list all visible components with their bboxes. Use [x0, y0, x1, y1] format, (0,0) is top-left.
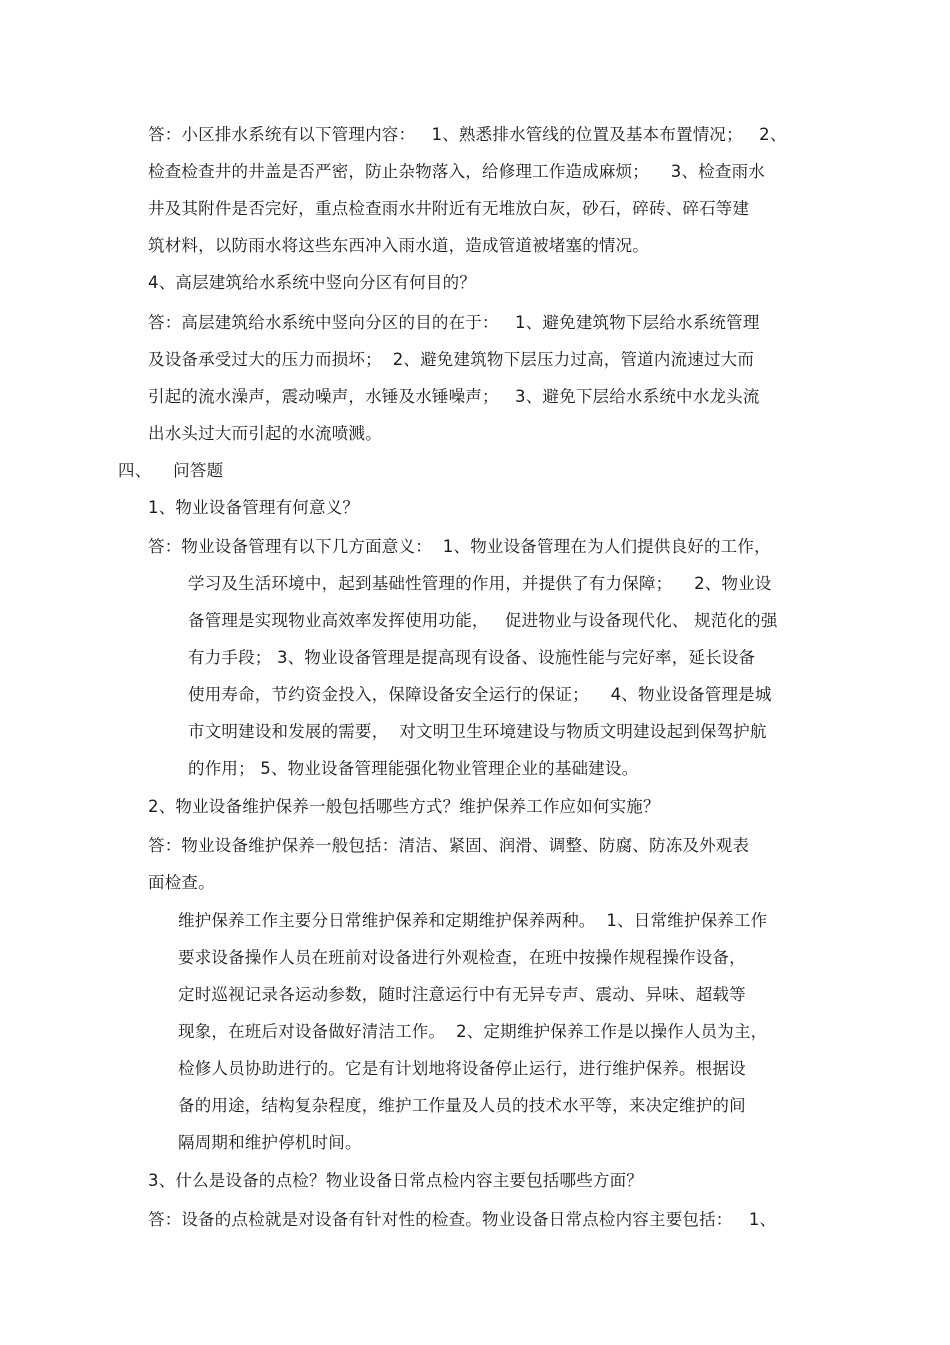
essay-answer-1-line-1: 答：物业设备管理有以下几方面意义： 1、物业设备管理在为人们提供良好的工作，	[148, 537, 771, 556]
essay-answer-2-line-3: 维护保养工作主要分日常维护保养和定期维护保养两种。 1、日常维护保养工作	[178, 911, 768, 930]
essay-answer-2-line-7: 检修人员协助进行的。它是有计划地将设备停止运行，进行维护保养。根据设	[178, 1059, 746, 1078]
answer-4-line-3: 引起的流水澡声，震动噪声，水锤及水锤噪声； 3、避免下层给水系统中水龙头流	[148, 387, 760, 406]
section-heading-4: 四、 问答题	[118, 461, 224, 480]
answer-3-line-4: 筑材料，以防雨水将这些东西冲入雨水道，造成管道被堵塞的情况。	[148, 236, 649, 255]
essay-answer-2-line-2: 面检查。	[148, 873, 215, 892]
answer-3-line-1: 答：小区排水系统有以下管理内容： 1、熟悉排水管线的位置及基本布置情况； 2、	[148, 125, 787, 144]
essay-answer-2-line-6: 现象，在班后对设备做好清洁工作。 2、定期维护保养工作是以操作人员为主，	[178, 1022, 768, 1041]
answer-4-line-4: 出水头过大而引起的水流喷溅。	[148, 424, 382, 443]
essay-answer-1-line-5: 使用寿命，节约资金投入，保障设备安全运行的保证； 4、物业设备管理是城	[188, 685, 772, 704]
essay-answer-1-line-7: 的作用； 5、物业设备管理能强化物业管理企业的基础建设。	[188, 759, 639, 778]
answer-4-line-2: 及设备承受过大的压力而损坏； 2、避免建筑物下层压力过高，管道内流速过大而	[148, 350, 755, 369]
answer-3-line-3: 井及其附件是否完好，重点检查雨水井附近有无堆放白灰，砂石，碎砖、碎石等建	[148, 199, 750, 218]
essay-answer-2-line-1: 答：物业设备维护保养一般包括：清洁、紧固、润滑、调整、防腐、防冻及外观表	[148, 836, 750, 855]
essay-answer-2-line-4: 要求设备操作人员在班前对设备进行外观检查，在班中按操作规程操作设备，	[178, 948, 746, 967]
essay-answer-2-line-8: 备的用途，结构复杂程度，维护工作量及人员的技术水平等，来决定维护的间	[178, 1096, 746, 1115]
essay-question-2: 2、物业设备维护保养一般包括哪些方式？维护保养工作应如何实施？	[148, 797, 660, 816]
essay-question-3: 3、什么是设备的点检？物业设备日常点检内容主要包括哪些方面？	[148, 1171, 643, 1190]
essay-answer-3-line-1: 答：设备的点检就是对设备有针对性的检查。物业设备日常点检内容主要包括： 1、	[148, 1210, 777, 1229]
essay-answer-1-line-4: 有力手段； 3、物业设备管理是提高现有设备、设施性能与完好率，延长设备	[188, 648, 756, 667]
essay-answer-1-line-2: 学习及生活环境中，起到基础性管理的作用，并提供了有力保障； 2、物业设	[188, 574, 772, 593]
essay-answer-2-line-5: 定时巡视记录各运动参数，随时注意运行中有无异专声、震动、异味、超载等	[178, 985, 746, 1004]
question-4: 4、高层建筑给水系统中竖向分区有何目的？	[148, 273, 476, 292]
answer-3-line-2: 检查检查井的井盖是否严密，防止杂物落入，给修理工作造成麻烦； 3、检查雨水	[148, 162, 765, 181]
essay-answer-1-line-6: 市文明建设和发展的需要， 对文明卫生环境建设与物质文明建设起到保驾护航	[188, 722, 767, 741]
essay-question-1: 1、物业设备管理有何意义？	[148, 498, 360, 517]
essay-answer-2-line-9: 隔周期和维护停机时间。	[178, 1133, 362, 1152]
answer-4-line-1: 答：高层建筑给水系统中竖向分区的目的在于： 1、避免建筑物下层给水系统管理	[148, 313, 760, 332]
essay-answer-1-line-3: 备管理是实现物业高效率发挥使用功能， 促进物业与设备现代化、 规范化的强	[188, 611, 778, 630]
